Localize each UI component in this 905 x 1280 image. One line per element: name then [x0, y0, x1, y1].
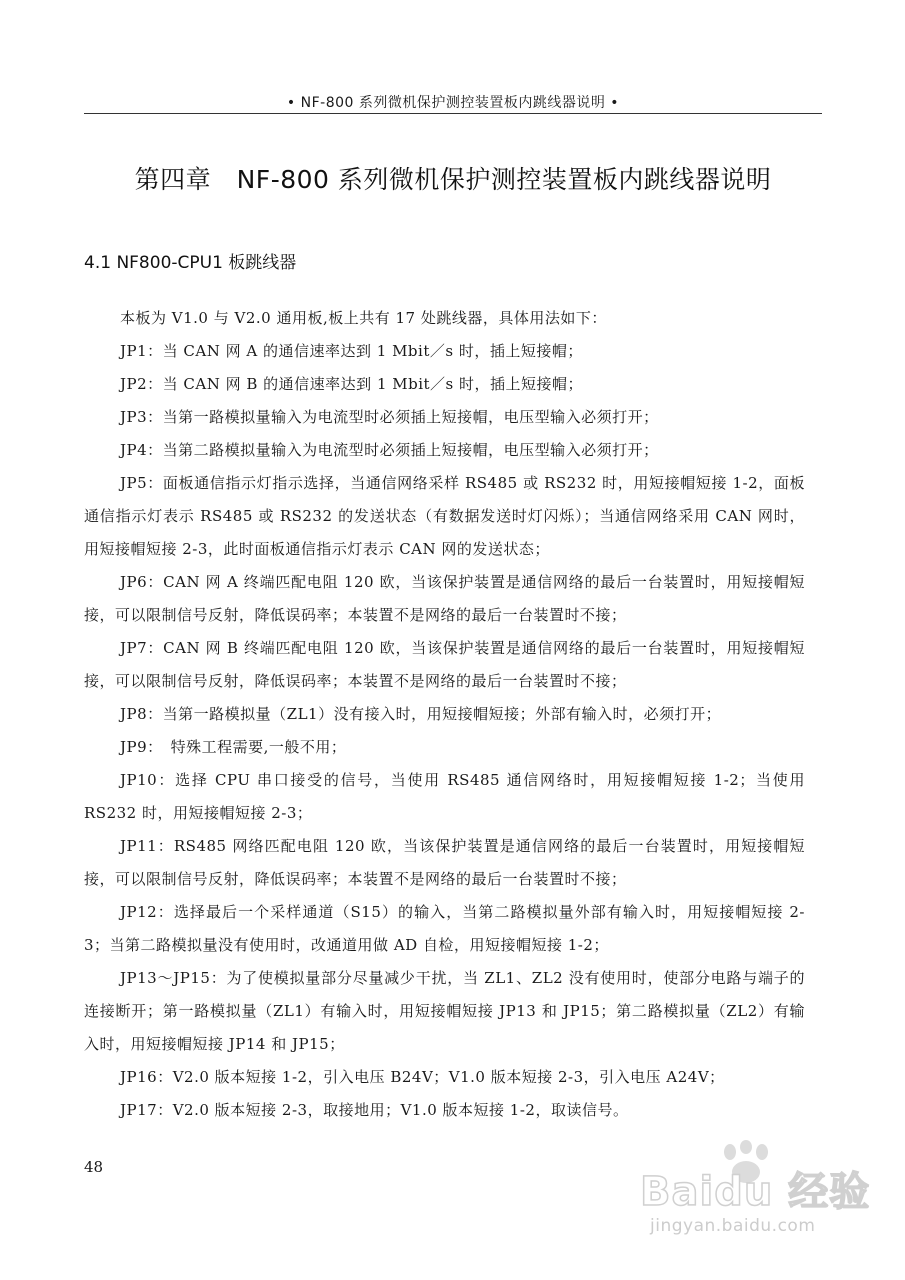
paragraph-jp4: JP4：当第二路模拟量输入为电流型时必须插上短接帽，电压型输入必须打开； [120, 441, 659, 459]
baidu-watermark [640, 1140, 890, 1260]
paragraph-jp6: JP6：CAN 网 A 终端匹配电阻 120 欧，当该保护装置是通信网络的最后一台装置时，用短接帽短接，可以限制信号反射，降低误码率；本装置不是网络的最后一台装置时不接； [84, 573, 805, 624]
paragraph-jp7: JP7：CAN 网 B 终端匹配电阻 120 欧，当该保护装置是通信网络的最后一台装置时，用短接帽短接，可以限制信号反射，降低误码率；本装置不是网络的最后一台装置时不接； [84, 639, 805, 690]
body-text [84, 302, 805, 1127]
paragraph-jp1: JP1：当 CAN 网 A 的通信速率达到 1 Mbit／s 时，插上短接帽； [120, 342, 583, 360]
paragraph-jp11: JP11：RS485 网络匹配电阻 120 欧，当该保护装置是通信网络的最后一台装置时，用短接帽短接，可以限制信号反射，降低误码率；本装置不是网络的最后一台装置时不接； [84, 837, 805, 888]
paragraph-jp16: JP16：V2.0 版本短接 1-2，引入电压 B24V；V1.0 版本短接 2-3，引入电压 A24V； [120, 1068, 725, 1086]
paragraph-jp17: JP17：V2.0 版本短接 2-3，取接地用；V1.0 版本短接 1-2，取读信号。 [120, 1101, 629, 1119]
paragraph-jp8: JP8：当第一路模拟量（ZL1）没有接入时，用短接帽短接；外部有输入时，必须打开； [120, 705, 722, 723]
watermark-url: jingyan.baidu.com [650, 1216, 816, 1236]
running-header: • NF-800 系列微机保护测控装置板内跳线器说明 • [286, 95, 620, 111]
paragraph-intro: 本板为 V1.0 与 V2.0 通用板,板上共有 17 处跳线器，具体用法如下： [120, 309, 607, 327]
section-heading: 4.1 NF800-CPU1 板跳线器 [84, 253, 297, 273]
paragraph-jp12: JP12：选择最后一个采样通道（S15）的输入，当第二路模拟量外部有输入时，用短接帽短接 2-3；当第二路模拟量没有使用时，改通道用做 AD 自检，用短接帽短接 1-2； [84, 903, 805, 954]
watermark-brand: Baidu 经验 [640, 1169, 871, 1215]
paragraph-jp3: JP3：当第一路模拟量输入为电流型时必须插上短接帽，电压型输入必须打开； [120, 408, 659, 426]
paragraph-jp10: JP10：选择 CPU 串口接受的信号，当使用 RS485 通信网络时，用短接帽短接 1-2；当使用 RS232 时，用短接帽短接 2-3； [84, 771, 805, 822]
paragraph-jp9: JP9： 特殊工程需要,一般不用； [120, 738, 347, 756]
paragraph-jp13-jp15: JP13～JP15：为了使模拟量部分尽量减少干扰，当 ZL1、ZL2 没有使用时，使部分电路与端子的连接断开；第一路模拟量（ZL1）有输入时，用短接帽短接 JP13 和 JP15；第二路模拟量（ZL2）有输入时，用短接帽短接 JP14 和 JP15； [84, 969, 805, 1053]
chapter-title: 第四章 NF-800 系列微机保护测控装置板内跳线器说明 [134, 165, 772, 194]
header-divider [84, 113, 822, 114]
page-number: 48 [84, 1158, 104, 1176]
paragraph-jp2: JP2：当 CAN 网 B 的通信速率达到 1 Mbit／s 时，插上短接帽； [120, 375, 584, 393]
paragraph-jp5: JP5：面板通信指示灯指示选择，当通信网络采样 RS485 或 RS232 时，用短接帽短接 1-2，面板通信指示灯表示 RS485 或 RS232 的发送状态（有数据发送时灯闪烁）；当通信网络采用 CAN 网时，用短接帽短接 2-3，此时面板通信指示灯表示 CAN 网的发送状态； [84, 474, 805, 558]
